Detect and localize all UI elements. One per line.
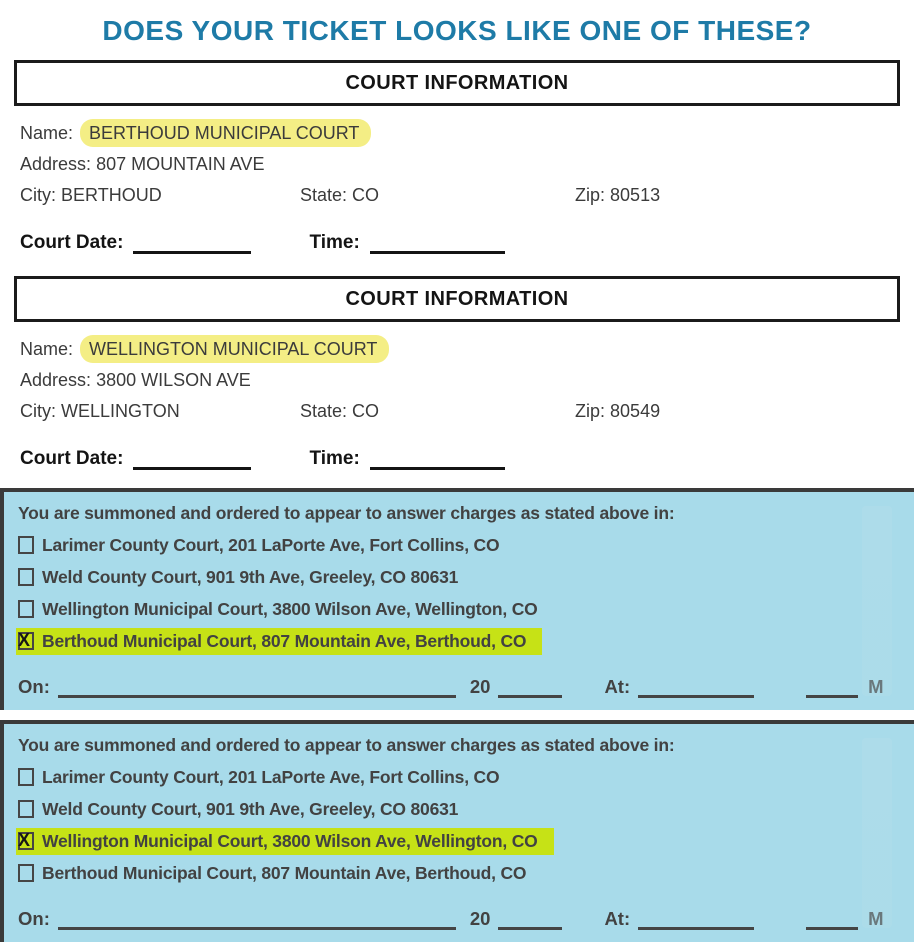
summons-option-label: Larimer County Court, 201 LaPorte Ave, Fort Collins, CO	[42, 766, 500, 787]
zip-value: 80549	[610, 401, 661, 421]
name-label: Name:	[20, 339, 74, 359]
zip-label: Zip:	[575, 185, 606, 205]
address-label: Address:	[20, 370, 92, 390]
summons-option-label: Wellington Municipal Court, 3800 Wilson Ave, Wellington, CO	[42, 598, 538, 619]
court-date-blank	[133, 229, 251, 254]
court-name-highlighted: WELLINGTON MUNICIPAL COURT	[80, 335, 389, 363]
summons-option-label: Larimer County Court, 201 LaPorte Ave, Fort Collins, CO	[42, 534, 500, 555]
state-value: CO	[352, 185, 380, 205]
summons-option-wellington	[18, 596, 902, 622]
summons-option-weld	[18, 796, 902, 822]
summons-option-label: Berthoud Municipal Court, 807 Mountain Ave, Berthoud, CO	[42, 862, 527, 883]
name-label: Name:	[20, 123, 74, 143]
scan-watermark-stripe	[862, 506, 892, 696]
state-label: State:	[300, 401, 348, 421]
checkbox-unchecked-icon	[18, 600, 34, 618]
checkbox-checked-icon	[18, 632, 34, 650]
time-blank	[370, 445, 505, 470]
checkbox-checked-icon	[18, 832, 34, 850]
court-name-line	[20, 118, 894, 149]
court-information-header-wellington	[14, 276, 900, 322]
year-prefix: 20	[469, 908, 491, 929]
state-cell	[300, 396, 575, 427]
summons-ticket-berthoud	[0, 488, 914, 710]
court-date-label: Court Date:	[20, 448, 124, 469]
zip-label: Zip:	[575, 401, 606, 421]
date-blank	[58, 907, 456, 930]
city-cell	[20, 396, 300, 427]
city-state-zip-line	[20, 396, 894, 427]
summons-option-label: Berthoud Municipal Court, 807 Mountain Ave, Berthoud, CO	[42, 630, 527, 651]
court-information-header-berthoud	[14, 60, 900, 106]
time-label: Time:	[309, 232, 360, 253]
zip-cell	[575, 180, 660, 211]
checkbox-unchecked-icon	[18, 768, 34, 786]
court-info-wellington	[20, 334, 894, 470]
state-value: CO	[352, 401, 380, 421]
year-blank	[498, 675, 562, 698]
state-label: State:	[300, 185, 348, 205]
checkbox-unchecked-icon	[18, 536, 34, 554]
meridiem-label: M	[868, 908, 884, 929]
city-state-zip-line	[20, 180, 894, 211]
address-label: Address:	[20, 154, 92, 174]
summons-option-wellington-selected	[18, 828, 902, 854]
summons-option-berthoud	[18, 860, 902, 886]
address-value: 807 MOUNTAIN AVE	[96, 154, 265, 174]
time-blank	[638, 907, 754, 930]
summons-date-line	[18, 902, 902, 930]
court-name-line	[20, 334, 894, 365]
summons-option-larimer	[18, 764, 902, 790]
summons-option-label: Weld County Court, 901 9th Ave, Greeley, CO 80631	[42, 798, 459, 819]
summons-date-line	[18, 670, 902, 698]
at-label: At:	[604, 908, 631, 929]
time-blank	[638, 675, 754, 698]
checkbox-unchecked-icon	[18, 864, 34, 882]
court-date-time-line	[20, 436, 894, 470]
year-prefix: 20	[469, 676, 491, 697]
meridiem-label: M	[868, 676, 884, 697]
time-label: Time:	[309, 448, 360, 469]
zip-value: 80513	[610, 185, 661, 205]
court-address-line	[20, 149, 894, 180]
summons-option-larimer	[18, 532, 902, 558]
city-value: WELLINGTON	[61, 401, 180, 421]
year-blank	[498, 907, 562, 930]
summons-intro-text: You are summoned and ordered to appear to answer charges as stated above in:	[18, 503, 675, 523]
page-title: DOES YOUR TICKET LOOKS LIKE ONE OF THESE?	[102, 15, 812, 46]
summons-option-label: Weld County Court, 901 9th Ave, Greeley, CO 80631	[42, 566, 459, 587]
city-value: BERTHOUD	[61, 185, 162, 205]
court-date-blank	[133, 445, 251, 470]
checkbox-x-mark: X	[18, 630, 30, 650]
city-cell	[20, 180, 300, 211]
checkbox-unchecked-icon	[18, 568, 34, 586]
court-information-header-label: COURT INFORMATION	[345, 287, 569, 310]
summons-option-weld	[18, 564, 902, 590]
court-address-line	[20, 365, 894, 396]
court-information-header-label: COURT INFORMATION	[345, 71, 569, 94]
court-date-label: Court Date:	[20, 232, 124, 253]
court-name-highlighted: BERTHOUD MUNICIPAL COURT	[80, 119, 371, 147]
meridiem-blank	[806, 907, 858, 930]
summons-ticket-wellington	[0, 720, 914, 942]
at-label: At:	[604, 676, 631, 697]
address-value: 3800 WILSON AVE	[96, 370, 251, 390]
checkbox-x-mark: X	[18, 830, 30, 850]
time-blank	[370, 229, 505, 254]
court-date-time-line	[20, 220, 894, 254]
ticket-comparison-flyer	[0, 14, 914, 929]
summons-intro-text: You are summoned and ordered to appear to answer charges as stated above in:	[18, 735, 675, 755]
city-label: City:	[20, 401, 56, 421]
zip-cell	[575, 396, 660, 427]
date-blank	[58, 675, 456, 698]
city-label: City:	[20, 185, 56, 205]
checkbox-unchecked-icon	[18, 800, 34, 818]
on-label: On:	[18, 908, 50, 929]
summons-option-label: Wellington Municipal Court, 3800 Wilson Ave, Wellington, CO	[42, 830, 538, 851]
summons-option-berthoud-selected	[18, 628, 902, 654]
meridiem-blank	[806, 675, 858, 698]
on-label: On:	[18, 676, 50, 697]
court-info-berthoud	[20, 118, 894, 254]
state-cell	[300, 180, 575, 211]
